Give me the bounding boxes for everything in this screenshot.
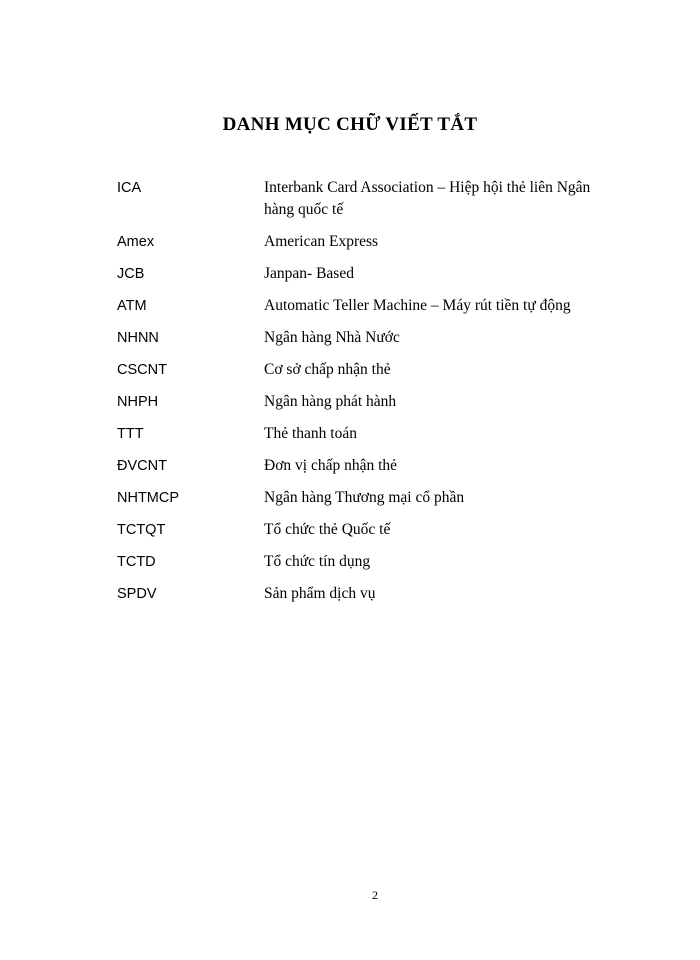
- abbreviation-code: JCB: [117, 266, 145, 282]
- abbreviation-code: NHNN: [117, 330, 159, 346]
- abbreviation-code: TCTQT: [117, 522, 166, 538]
- list-item: [0, 295, 700, 317]
- list-item: [0, 263, 700, 285]
- abbreviation-meaning: Ngân hàng phát hành: [264, 393, 397, 410]
- list-item: [0, 359, 700, 381]
- abbreviation-code: Amex: [117, 234, 155, 250]
- list-item: [0, 519, 700, 541]
- abbreviation-meaning: Đơn vị chấp nhận thẻ: [264, 457, 398, 474]
- list-item: [0, 391, 700, 413]
- abbreviation-meaning: Automatic Teller Machine – Máy rút tiền tự động: [264, 297, 571, 314]
- abbreviation-code: SPDV: [117, 586, 157, 602]
- abbreviation-code: ATM: [117, 298, 147, 314]
- list-item: [0, 583, 700, 605]
- abbreviation-meaning: Interbank Card Association – Hiệp hội thẻ liên Ngân hàng quốc tế: [264, 179, 591, 218]
- abbreviation-meaning: Ngân hàng Nhà Nước: [264, 329, 400, 346]
- abbreviation-meaning: Janpan- Based: [264, 265, 354, 282]
- abbreviation-list: [0, 177, 700, 615]
- abbreviation-meaning: American Express: [264, 233, 379, 250]
- abbreviation-meaning: Thẻ thanh toán: [264, 425, 357, 442]
- abbreviation-code: NHTMCP: [117, 490, 180, 506]
- abbreviation-meaning: Sản phẩm dịch vụ: [264, 585, 376, 602]
- page-number: 2: [372, 888, 378, 902]
- list-item: [0, 455, 700, 477]
- list-item: [0, 423, 700, 445]
- abbreviation-code: ĐVCNT: [117, 458, 167, 474]
- abbreviation-meaning: Tổ chức thẻ Quốc tế: [264, 521, 391, 538]
- page-title: DANH MỤC CHỮ VIẾT TẮT: [222, 114, 478, 135]
- list-item: [0, 551, 700, 573]
- list-item: [0, 327, 700, 349]
- abbreviation-code: TTT: [117, 426, 144, 442]
- abbreviation-code: NHPH: [117, 394, 159, 410]
- list-item: [0, 177, 700, 221]
- abbreviation-code: TCTD: [117, 554, 156, 570]
- abbreviation-code: CSCNT: [117, 362, 167, 378]
- abbreviation-code: ICA: [117, 180, 142, 196]
- list-item: [0, 487, 700, 509]
- abbreviation-meaning: Cơ sở chấp nhận thẻ: [264, 361, 391, 378]
- abbreviation-meaning: Ngân hàng Thương mại cổ phần: [264, 489, 465, 506]
- abbreviation-meaning: Tổ chức tín dụng: [264, 553, 371, 570]
- list-item: [0, 231, 700, 253]
